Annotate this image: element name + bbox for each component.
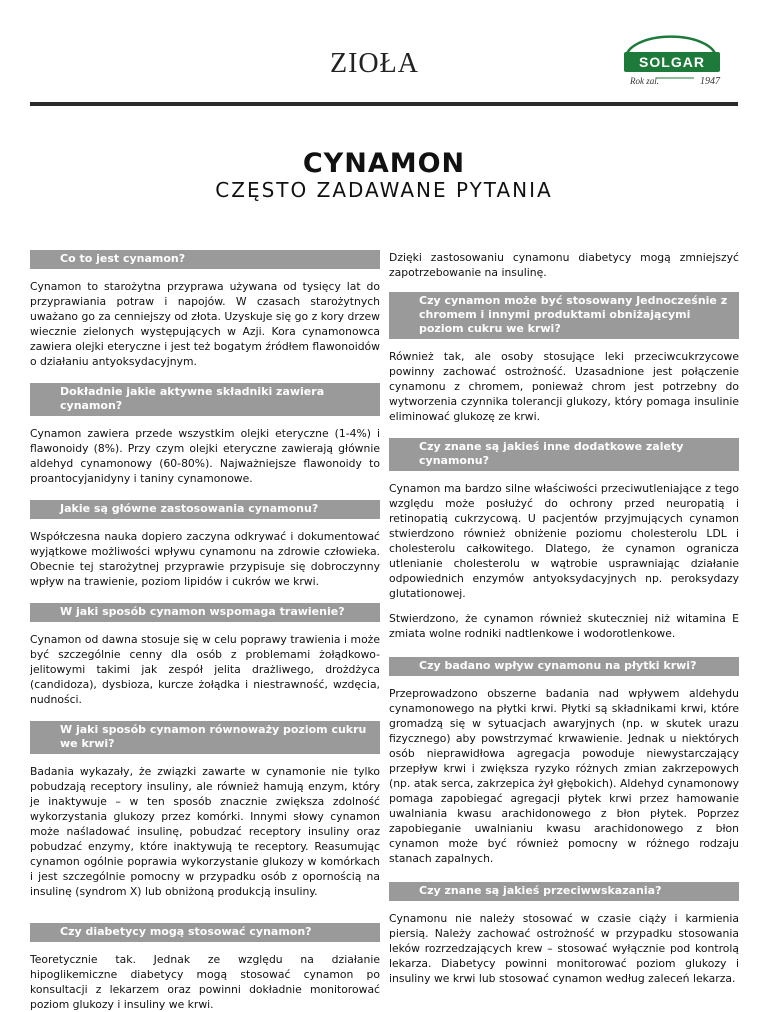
- section-heading: Co to jest cynamon?: [30, 250, 380, 269]
- section-text: Cynamon zawiera przede wszystkim olejki eteryczne (1-4%) i flawonoidy (8%). Przy czym olejki eteryczne zawierają głównie aldehyd cynamonowy (60-80%). Najważniejsze flawonoidy to proantocyjanidyny i taniny cynamonowe.: [30, 427, 380, 485]
- section-text: Również tak, ale osoby stosujące leki przeciwcukrzycowe powinny zachować ostrożność. Uzasadnione jest połączenie cynamonu z chromem, ponieważ chrom jest potrzebny do wytworzenia czynnika tolerancji glukozy, który pomaga insulinie eliminować glukozę ze krwi.: [389, 350, 739, 423]
- section-heading: Czy badano wpływ cynamonu na płytki krwi?: [389, 657, 739, 676]
- section-text: Cynamon ma bardzo silne właściwości przeciwutleniające z tego względu może posłużyć do ochrony przed neuropatią i retinopatią cukrzycową. U pacjentów przyjmujących cynamon stwierdzono również obniżenie poziomu cholesterolu LDL i cholesterolu całkowitego. Dlatego, że cynamon ogranicza utlenianie cholesterolu w wątrobie usprawniając działanie odpowiednich enzymów antyoksydacyjnych np. peroksydazy glutationowej.: [389, 482, 739, 600]
- section-heading: Dokładnie jakie aktywne składniki zawiera cynamon?: [30, 383, 380, 416]
- section-text-extra: Stwierdzono, że cynamon również skuteczniej niż witamina E zmiata wolne rodniki nadtlenkowe i wodorotlenkowe.: [389, 612, 739, 640]
- solgar-logo: [596, 28, 746, 88]
- doc-subtitle: CZĘSTO ZADAWANE PYTANIA: [215, 178, 553, 202]
- section-heading: Jakie są główne zastosowania cynamonu?: [30, 500, 380, 519]
- section-heading: W jaki sposób cynamon wspomaga trawienie?: [30, 603, 380, 622]
- section-text: Teoretycznie tak. Jednak ze względu na działanie hipoglikemiczne diabetycy mogą stosować cynamon po konsultacji z lekarzem oraz powinni dokładnie monitorować poziom glukozy i insuliny we krwi.: [30, 953, 380, 1011]
- section-text: Cynamonu nie należy stosować w czasie ciąży i karmienia piersią. Należy zachować ostrożność w przypadku stosowania leków rozrzedzających krew – stosować wyłącznie pod kontrolą lekarza. Diabetycy powinni monitorować poziom glukozy i insuliny we krwi lub stosować cynamon według zaleceń lekarza.: [389, 912, 739, 985]
- logo-tagline-left: Rok zal.: [630, 76, 659, 86]
- section-text: Cynamon od dawna stosuje się w celu poprawy trawienia i może być szczególnie cenny dla osób z problemami żołądkowo-jelitowymi takimi jak zespół jelita drażliwego, drożdżyca (candidoza), dysbioza, kurcze żołądka i niestrawność, wzdęcia, nudności.: [30, 633, 380, 706]
- right-column: [389, 250, 739, 986]
- intro-text: Dzięki zastosowaniu cynamonu diabetycy mogą zmniejszyć zapotrzebowanie na insulinę.: [389, 251, 739, 279]
- doc-title: CYNAMON: [302, 148, 466, 179]
- section-heading: Czy diabetycy mogą stosować cynamon?: [30, 923, 380, 942]
- section-heading: Czy znane są jakieś inne dodatkowe zalety cynamonu?: [389, 438, 739, 471]
- section-heading: Czy znane są jakieś przeciwwskazania?: [389, 882, 739, 901]
- logo-tagline-right: 1947: [700, 76, 720, 87]
- logo-brand: SOLGAR: [639, 54, 705, 70]
- section-text: Badania wykazały, że związki zawarte w cynamonie nie tylko pobudzają receptory insuliny, ale również hamują enzym, który je inaktywuje – w ten sposób znacznie zwiększa zdolność wykorzystania glukozy przez komórki. Innymi słowy cynamon może naśladować insulinę, pobudzać receptory insuliny oraz pobudzać enzymy, które inaktywują te receptory. Reasumując cynamon ogólnie poprawia wykorzystanie glukozy w komórkach i jest szczególnie pomocny w przypadku osób z opornością na insulinę (syndrom X) lub obniżoną produkcją insuliny.: [30, 765, 380, 898]
- section-heading: W jaki sposób cynamon równoważy poziom cukru we krwi?: [30, 721, 380, 754]
- section-text: Przeprowadzono obszerne badania nad wpływem aldehydu cynamonowego na płytki krwi. Płytki są składnikami krwi, które gromadzą się w sytuacjach awaryjnych (np. w skutek urazu fizycznego) aby powstrzymać krwawienie. Jednak u niektórych osób nieprawidłowa agregacja powoduje niewystarczający przepływ krwi i zwiększa ryzyko różnych zmian zakrzepowych (np. atak serca, zakrzepica żył głębokich). Aldehyd cynamonowy pomaga zapobiegać agregacji płytek krwi przez hamowanie uwalniania kwasu arachidonowego z błon płytek. Poprzez zapobieganie uwalnianiu kwasu arachidonowego z błon cynamon może być również pomocny w różnego rodzaju stanach zapalnych.: [389, 687, 739, 865]
- left-column: [30, 250, 380, 1012]
- header-rule: [30, 102, 738, 106]
- section-text: Cynamon to starożytna przyprawa używana od tysięcy lat do przyprawiania potraw i napojów. W czasach starożytnych uważano go za cenniejszy od złota. Uzyskuje się go z kory drzew wiecznie zielonych występujących w Azji. Kora cynamonowca zawiera olejki eteryczne i jest też bogatym źródłem flawonoidów o działaniu antyoksydacyjnym.: [30, 280, 380, 368]
- header-title: ZIOŁA: [330, 48, 419, 79]
- section-heading: Czy cynamon może być stosowany Jednocześnie z chromem i innymi produktami obniżającymi poziom cukru we krwi?: [389, 292, 739, 339]
- section-text: Współczesna nauka dopiero zaczyna odkrywać i dokumentować wyjątkowe możliwości wpływu cynamonu na zdrowie człowieka. Obecnie tej starożytnej przyprawie przypisuje się dobroczynny wpływ na trawienie, poziom lipidów i cukrów we krwi.: [30, 530, 380, 588]
